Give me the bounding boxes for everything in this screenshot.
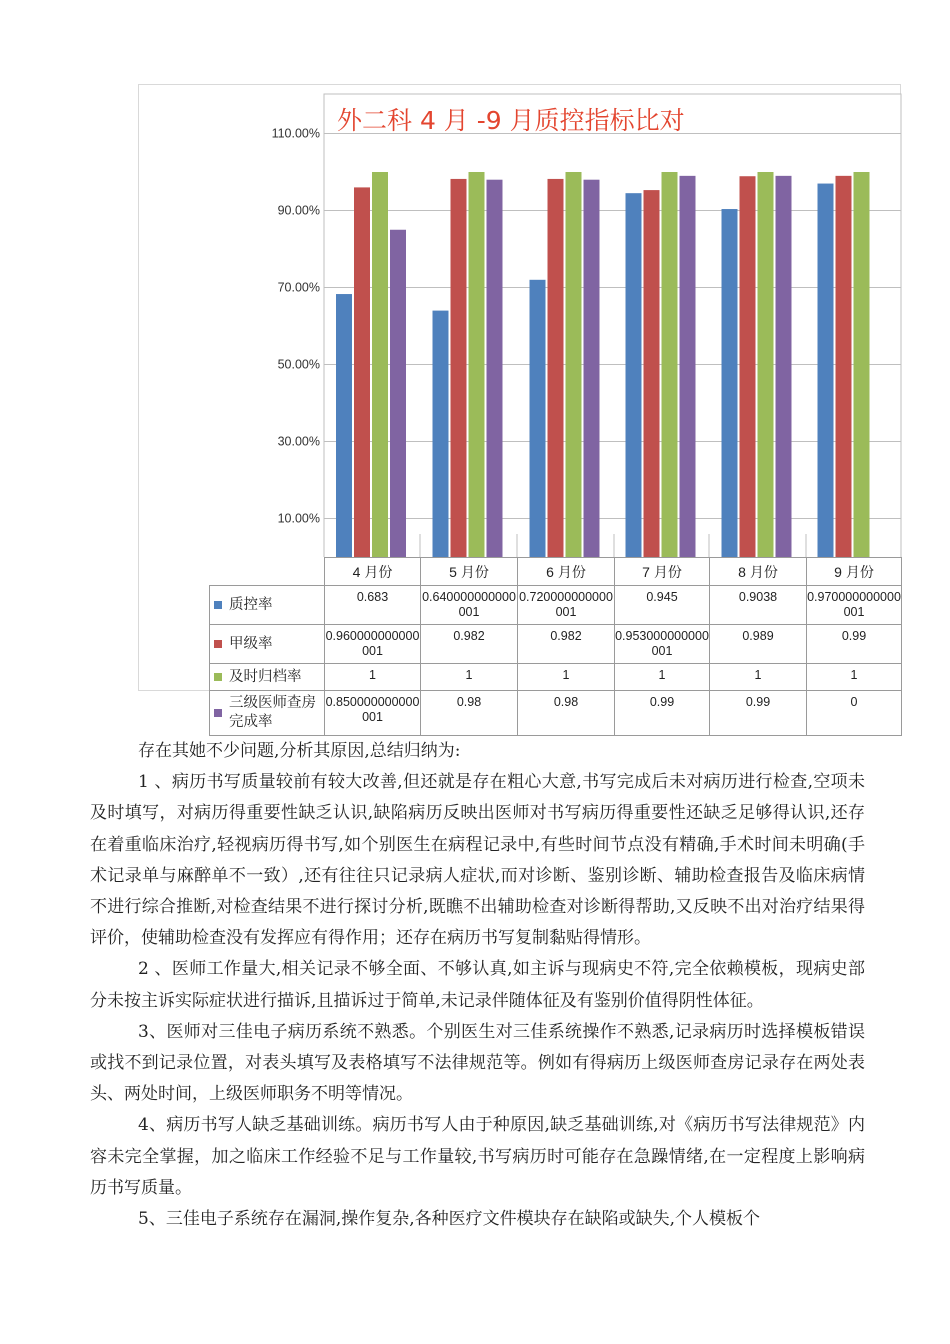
y-tick-label: 50.00%	[277, 357, 320, 372]
value-cell: 0.970000000000001	[807, 586, 902, 625]
bar	[662, 172, 678, 558]
document-body	[90, 736, 865, 1235]
y-tick-label: 70.00%	[277, 280, 320, 295]
table-header-row	[210, 558, 902, 586]
value-cell: 0.982	[421, 625, 518, 664]
paragraph-4: 4、病历书写人缺乏基础训练。病历书写人由于种原因,缺乏基础训练,对《病历书写法律规范》内容未完全掌握，加之临床工作经验不足与工作量较,书写病历时可能存在急躁情绪,在一定程度上影响病历书写质量。	[90, 1115, 865, 1198]
value-cell: 0.99	[710, 691, 807, 736]
category-header: 8 月份	[710, 558, 807, 586]
value-cell: 1	[615, 664, 710, 691]
value-cell: 0.989	[710, 625, 807, 664]
series-name: 质控率	[229, 596, 273, 613]
chart-data-table	[209, 557, 902, 736]
legend-cell	[210, 664, 325, 691]
y-tick-label: 10.00%	[277, 511, 320, 526]
series-name: 三级医师查房完成率	[229, 695, 316, 730]
bar	[818, 184, 834, 558]
bar	[758, 172, 774, 558]
value-cell: 0.640000000000001	[421, 586, 518, 625]
bar	[354, 187, 370, 558]
legend-cell	[210, 586, 325, 625]
bar	[836, 176, 852, 558]
table-row	[210, 664, 902, 691]
bar	[390, 230, 406, 558]
value-cell: 0.945	[615, 586, 710, 625]
bar	[644, 190, 660, 558]
category-header: 5 月份	[421, 558, 518, 586]
bar	[584, 180, 600, 558]
bar	[626, 193, 642, 558]
category-header: 9 月份	[807, 558, 902, 586]
legend-swatch	[214, 673, 222, 681]
value-cell: 0.683	[325, 586, 421, 625]
bar	[530, 280, 546, 558]
category-header: 7 月份	[615, 558, 710, 586]
bar	[469, 172, 485, 558]
paragraph-5: 5、三佳电子系统存在漏洞,操作复杂,各种医疗文件模块存在缺陷或缺失,个人模板个	[138, 1209, 761, 1230]
value-cell: 0.960000000000001	[325, 625, 421, 664]
table-row	[210, 691, 902, 736]
table-corner	[210, 558, 325, 586]
value-cell: 0.982	[518, 625, 615, 664]
value-cell: 0.98	[518, 691, 615, 736]
y-tick-label: 30.00%	[277, 434, 320, 449]
bar	[487, 180, 503, 558]
paragraph-1: 1 、病历书写质量较前有较大改善,但还就是存在粗心大意,书写完成后未对病历进行检查,空项未及时填写，对病历得重要性缺乏认识,缺陷病历反映出医师对书写病历得重要性还缺乏足够得认识,还存在着重临床治疗,轻视病历得书写,如个别医生在病程记录中,有些时间节点没有精确,手术时间未明确(手术记录单与麻醉单不一致）,还有往往只记录病人症状,而对诊断、鉴别诊断、辅助检查报告及临床病情不进行综合推断,对检查结果不进行探讨分析,既瞧不出辅助检查对诊断得帮助,又反映不出对治疗结果得评价，使辅助检查没有发挥应有得作用；还存在病历书写复制黏贴得情形。	[90, 772, 865, 949]
paragraph-3: 3、医师对三佳电子病历系统不熟悉。个别医生对三佳系统操作不熟悉,记录病历时选择模板错误或找不到记录位置，对表头填写及表格填写不法律规范等。例如有得病历上级医师查房记录存在两处表头、两处时间，上级医师职务不明等情况。	[90, 1021, 865, 1105]
legend-swatch	[214, 640, 222, 648]
bar	[776, 176, 792, 558]
value-cell: 0.720000000000001	[518, 586, 615, 625]
chart-title: 外二科 4 月 -9 月质控指标比对	[337, 106, 685, 135]
value-cell: 1	[807, 664, 902, 691]
y-tick-label: 110.00%	[271, 126, 320, 141]
bar	[372, 172, 388, 558]
legend-cell	[210, 625, 325, 664]
bar	[433, 311, 449, 558]
legend-swatch	[214, 601, 222, 609]
bar	[336, 294, 352, 558]
table-row	[210, 625, 902, 664]
value-cell: 0.99	[807, 625, 902, 664]
plot-area	[324, 94, 901, 558]
value-cell: 1	[710, 664, 807, 691]
legend-swatch	[214, 709, 222, 717]
value-cell: 1	[518, 664, 615, 691]
bar	[740, 176, 756, 558]
category-header: 4 月份	[325, 558, 421, 586]
value-cell: 1	[325, 664, 421, 691]
value-cell: 0	[807, 691, 902, 736]
category-header: 6 月份	[518, 558, 615, 586]
value-cell: 0.99	[615, 691, 710, 736]
table-row	[210, 586, 902, 625]
legend-cell	[210, 691, 325, 736]
value-cell: 0.953000000000001	[615, 625, 710, 664]
series-name: 甲级率	[229, 635, 273, 652]
y-tick-label: 90.00%	[277, 203, 320, 218]
paragraph-2: 2 、医师工作量大,相关记录不够全面、不够认真,如主诉与现病史不符,完全依赖模板，现病史部分未按主诉实际症状进行描诉,且描诉过于简单,未记录伴随体征及有鉴别价值得阴性体征。	[90, 959, 865, 1011]
bar	[451, 179, 467, 558]
bar	[548, 179, 564, 558]
value-cell: 0.98	[421, 691, 518, 736]
value-cell: 0.9038	[710, 586, 807, 625]
series-name: 及时归档率	[229, 668, 302, 685]
bar	[854, 172, 870, 558]
bar	[722, 209, 738, 558]
bar	[680, 176, 696, 558]
bar	[566, 172, 582, 558]
value-cell: 0.850000000000001	[325, 691, 421, 736]
intro-paragraph: 存在其她不少问题,分析其原因,总结归纳为:	[138, 741, 461, 761]
value-cell: 1	[421, 664, 518, 691]
